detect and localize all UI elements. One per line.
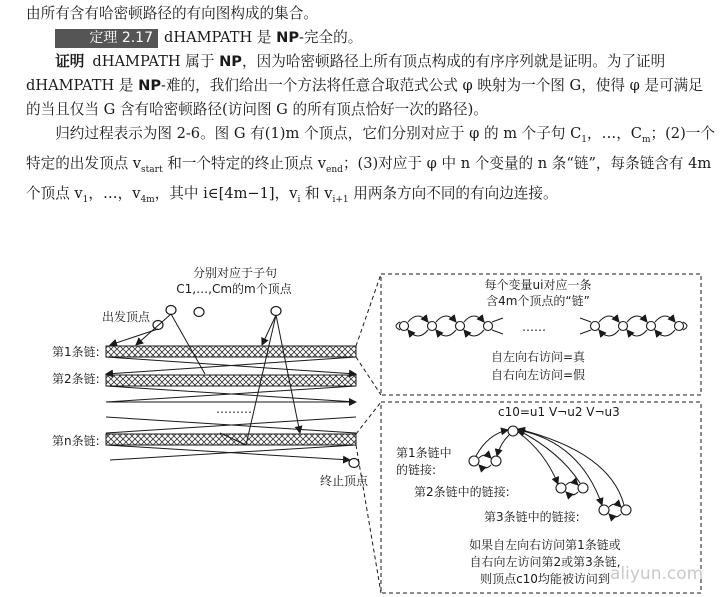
variable-chain-label-1: 每个变量ui对应一条 [484,278,592,292]
left-to-right-true-label: 自左向右访问=真 [490,350,586,364]
clause-vertices-label-2: C1,…,Cm的m个顶点 [176,282,292,296]
chain-1 [106,346,356,357]
proof-label: 证明 [55,53,85,70]
clause-vertex-2 [194,308,204,317]
clause-c10-vertex [508,426,518,436]
clause-vertex-1 [166,306,176,315]
chain-1-link-label-b: 的链接: [396,463,437,477]
chain-2 [106,375,356,386]
chain-2-link-label: 第2条链中的链接: [414,485,510,499]
chain-n-label: 第n条链: [52,434,100,448]
theorem: 定理 2.17 dHAMPATH 是 NP-完全的。 [26,26,716,50]
proof-paragraph: 证明 dHAMPATH 属于 NP，因为哈密顿路径上所有顶点构成的有序序列就是证明。为了证明 dHAMPATH 是 NP-难的，我们给出一个方法将任意合取范式公式 φ 映射为一个图 G，使得 φ 是可满足的当且仅当 G 含有哈密顿路径(访问图 G 的所有顶点恰好一次的路径)。 [26,53,703,118]
theorem-label: 定理 2.17 [55,29,158,48]
text-line-1: 由所有含有哈密顿路径的有向图构成的集合。 [26,5,318,22]
body-text [26,2,716,212]
projection-lines [356,274,381,593]
visit-note-3: 则顶点c10均能被访问到 [480,572,610,586]
visit-note-1: 如果自左向右访问第1条链或 [469,538,621,552]
chain-2-label: 第2条链: [52,372,100,386]
clause-vertices-label-1: 分别对应于子句 [192,266,277,280]
clause-gadget-diagram [469,426,631,517]
chain-ellipsis: ……… [216,402,252,416]
clause-vertices [166,306,281,317]
variable-chain-label-2: 含4m个顶点的“链” [486,294,590,308]
start-vertex-label: 出发顶点 [102,310,151,324]
reduction-paragraph: 归约过程表示为图 2-6。图 G 有(1)m 个顶点，它们分别对应于 φ 的 m 个子句 $C_1$，…，$C_m$；(2)一个特定的出发顶点 $v_{start}$ 和一个特定的终止顶点 $v_{end}$；(3)对应于 φ 中 n 个变量的 n 条“链”，每条链含有 4m 个顶点 $v_1$，…，$v_{4m}$，其中 i∈[4m−1]，$v_i$ 和 $v_{i+1}$ 用两条方向不同的有向边连接。 [26,125,715,205]
end-vertex-label: 终止顶点 [320,474,369,488]
clause-c10-formula: c10=u1 V¬u2 V¬u3 [498,405,620,419]
watermark: aliyun.com [610,564,704,584]
chain-n [106,434,356,445]
visit-note-2: 自右向左访问第2或第3条链, [469,555,621,569]
figure-2-6 [0,262,721,597]
chain-1-label: 第1条链: [52,345,100,359]
variable-chain-ellipsis: …… [522,320,546,334]
chain-1-link-label-a: 第1条链中 [396,446,452,460]
clause-vertex-m [271,307,281,316]
end-vertex [349,459,359,468]
right-to-left-false-label: 自右向左访问=假 [490,368,586,382]
chain-3-link-label: 第3条链中的链接: [484,510,580,524]
